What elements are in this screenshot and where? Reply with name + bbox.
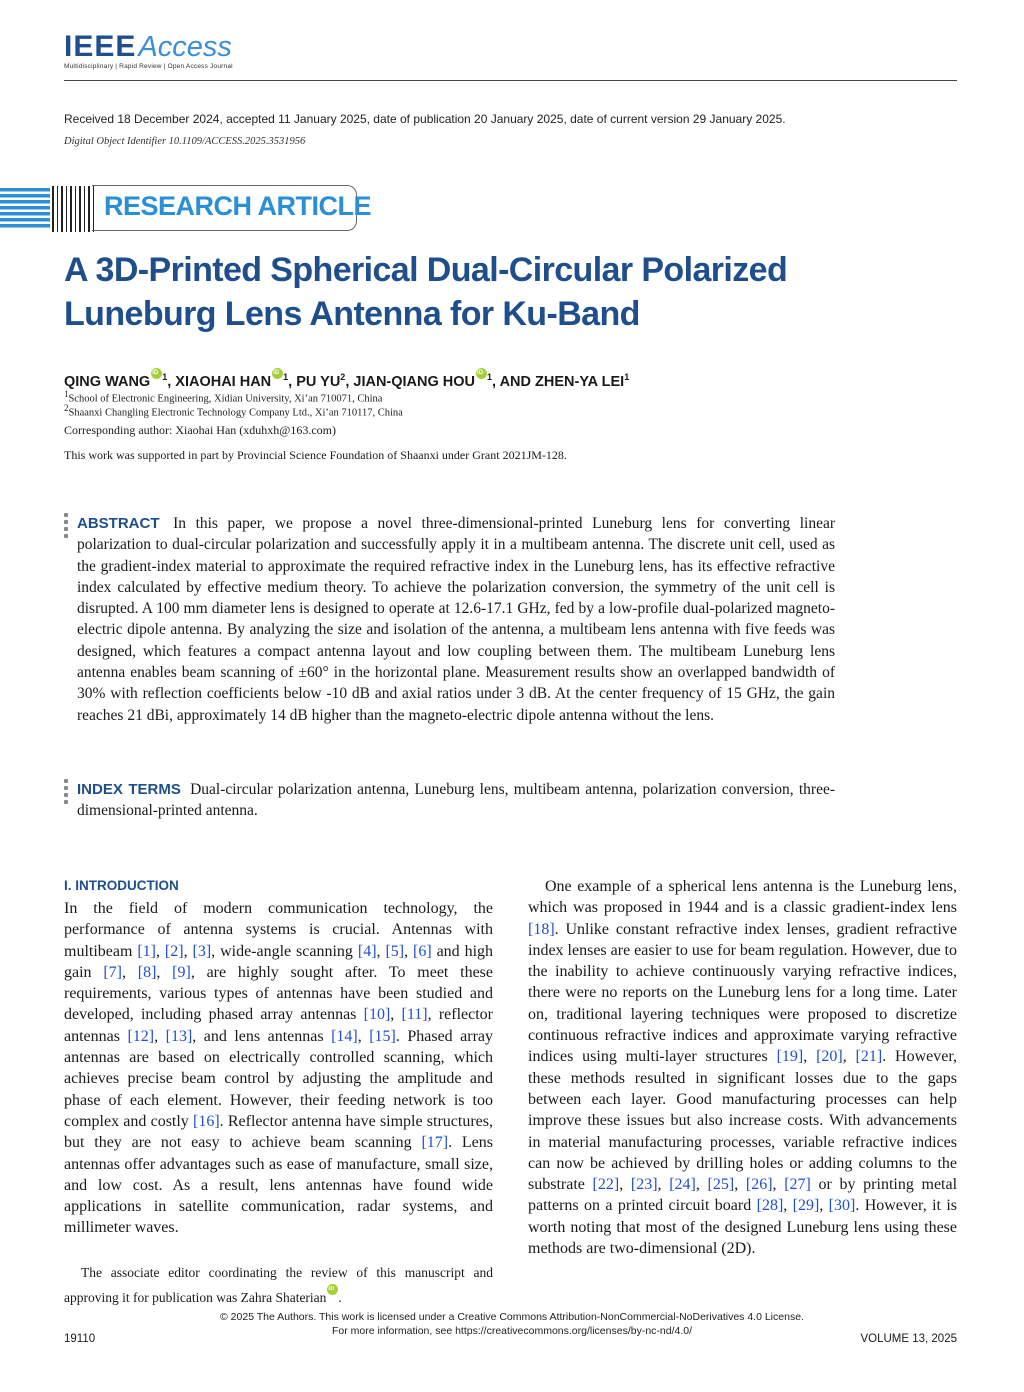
citation-link[interactable]: [29] bbox=[792, 1197, 820, 1215]
citation-link[interactable]: [12] bbox=[127, 1027, 155, 1045]
body-text: , bbox=[156, 942, 165, 960]
page-number: 19110 bbox=[64, 1333, 96, 1345]
citation-link[interactable]: [13] bbox=[165, 1027, 193, 1045]
affiliation-1-num: 1 bbox=[64, 389, 69, 399]
index-terms bbox=[77, 779, 835, 822]
body-text: , bbox=[803, 1048, 817, 1066]
citation-link[interactable]: [19] bbox=[776, 1048, 804, 1066]
author-affiliation-num: 1 bbox=[162, 372, 168, 383]
volume-info: VOLUME 13, 2025 bbox=[860, 1333, 957, 1345]
body-text: , bbox=[819, 1197, 829, 1215]
intro-paragraph-1 bbox=[64, 898, 493, 1239]
body-text: One example of a spherical lens antenna is the Luneburg lens, which was proposed in 1944 and is a classic gradient-index lens bbox=[528, 878, 957, 917]
author-separator: , AND bbox=[492, 374, 536, 390]
author-affiliation-num: 1 bbox=[624, 372, 630, 383]
body-text: , are highly sought after. To meet these requirements, various types of antennas have been studied and developed, including phased array antennas bbox=[64, 963, 494, 1024]
affiliation-2 bbox=[64, 403, 403, 419]
author-separator: , bbox=[345, 374, 354, 390]
citation-link[interactable]: [24] bbox=[669, 1176, 696, 1194]
author-name: ZHEN-YA LEI bbox=[535, 374, 625, 390]
author-affiliation-num: 1 bbox=[487, 372, 493, 383]
affiliation-1-text: School of Electronic Engineering, Xidian University, Xi’an 710071, China bbox=[68, 393, 383, 405]
affiliation-2-num: 2 bbox=[64, 403, 69, 413]
body-text: , bbox=[783, 1197, 793, 1215]
badge-stripes-graphic bbox=[0, 188, 50, 230]
section-heading-introduction: I. INTRODUCTION bbox=[64, 878, 179, 893]
abstract-text: In this paper, we propose a novel three-dimensional-printed Luneburg lens for converting linear polarization to dual-circular polarization and successfully apply it in a multibeam antenna. The discrete unit cell, used as the gradient-index material to approximate the required refractive index in the Luneburg lens, has its effective refractive index calculated by effective medium theory. To achieve the polarization conversion, the symmetry of the unit cell is disrupted. A 100 mm diameter lens is designed to operate at 12.6-17.1 GHz, fed by a low-profile dual-polarized magneto-electric dipole antenna. By analyzing the size and isolation of the antenna, a multibeam lens antenna with five feeds was designed, which features a compact antenna layout and low coupling between them. The multibeam Luneburg lens antenna enables beam scanning of ±60° in the horizontal plane. Measurement results show an overlapped bandwidth of 30% with reflection coefficients below -10 dB and axial ratios under 3 dB. At the center frequency of 15 GHz, the gain reaches 21 dBi, approximately 14 dB higher than the magneto-electric dipole antenna without the lens. bbox=[77, 515, 835, 724]
logo-access: Access bbox=[138, 31, 232, 63]
badge-barcode-graphic bbox=[52, 186, 94, 232]
index-terms-label: INDEX TERMS bbox=[77, 781, 181, 798]
header-divider bbox=[64, 80, 957, 81]
orcid-icon[interactable] bbox=[272, 368, 283, 379]
body-text: , reflector antennas bbox=[64, 1006, 493, 1045]
body-text: , bbox=[657, 1176, 670, 1194]
license-line-2[interactable]: For more information, see https://creativecommons.org/licenses/by-nc-nd/4.0/ bbox=[331, 1325, 693, 1337]
citation-link[interactable]: [2] bbox=[164, 942, 184, 960]
body-text: , wide-angle scanning bbox=[211, 942, 358, 960]
citation-link[interactable]: [25] bbox=[707, 1176, 735, 1194]
author-separator: , bbox=[167, 374, 176, 390]
body-column-right bbox=[528, 876, 957, 1259]
citation-link[interactable]: [28] bbox=[756, 1197, 784, 1215]
body-text: In the field of modern communication technology, the performance of antenna systems is crucial. Antennas with multibeam bbox=[64, 900, 493, 960]
citation-link[interactable]: [11] bbox=[401, 1006, 428, 1024]
received-dates: Received 18 December 2024, accepted 11 January 2025, date of publication 20 January 2025, date of current version 29 January 2025. bbox=[64, 112, 786, 126]
citation-link[interactable]: [15] bbox=[369, 1027, 396, 1045]
body-column-left bbox=[64, 898, 493, 1239]
citation-link[interactable]: [23] bbox=[630, 1176, 658, 1194]
author-name: QING WANG bbox=[64, 374, 151, 390]
citation-link[interactable]: [8] bbox=[137, 963, 157, 981]
citation-link[interactable]: [10] bbox=[363, 1006, 391, 1024]
body-text: . However, it is worth noting that most of the designed Luneburg lens using these methods are two-dimensional (2D). bbox=[528, 1197, 958, 1258]
author-affiliation-num: 2 bbox=[340, 372, 346, 383]
doi: Digital Object Identifier 10.1109/ACCESS.2025.3531956 bbox=[64, 136, 306, 147]
author-name: JIAN-QIANG HOU bbox=[353, 374, 476, 390]
body-text: or by printing metal patterns on a printed circuit board bbox=[528, 1176, 958, 1215]
body-text: , bbox=[619, 1176, 631, 1194]
editor-footnote-text: The associate editor coordinating the review of this manuscript and approving it for publication was Zahra Shaterian bbox=[64, 1265, 493, 1305]
citation-link[interactable]: [14] bbox=[331, 1027, 358, 1045]
body-text: . However, these methods resulted in significant losses due to the gaps between each layer. Good manufacturing processes can help improve these issues but also increase costs. With advancements in material manufacturing processes, variable refractive indices can now be achieved by drilling holes or adding columns to the substrate bbox=[528, 1048, 958, 1194]
citation-link[interactable]: [7] bbox=[103, 963, 122, 981]
body-text: , bbox=[772, 1176, 785, 1194]
ieee-access-logo bbox=[64, 30, 232, 64]
paper-title: A 3D-Printed Spherical Dual-Circular Polarized Luneburg Lens Antenna for Ku-Band bbox=[64, 251, 788, 333]
body-text: , bbox=[734, 1176, 746, 1194]
corresponding-author: Corresponding author: Xiaohai Han (xduhxh@163.com) bbox=[64, 423, 336, 437]
body-text: . Reflector antenna have simple structures, but they are not easy to achieve beam scanning bbox=[64, 1112, 494, 1152]
research-article-label: RESEARCH ARTICLE bbox=[104, 191, 372, 221]
body-text: , bbox=[376, 942, 386, 960]
body-text: and high gain bbox=[64, 942, 494, 981]
body-text: , bbox=[156, 963, 173, 981]
citation-link[interactable]: [30] bbox=[828, 1197, 856, 1215]
editor-footnote: The associate editor coordinating the review of this manuscript and approving it for publication was Zahra ShaterianiD . bbox=[64, 1262, 493, 1309]
author-affiliation-num: 1 bbox=[283, 372, 289, 383]
body-text: , and lens antennas bbox=[192, 1027, 332, 1045]
citation-link[interactable]: [4] bbox=[357, 942, 377, 960]
body-text: , bbox=[404, 942, 414, 960]
logo-tagline: Multidisciplinary | Rapid Review | Open Access Journal bbox=[64, 63, 233, 70]
author-name: XIAOHAI HAN bbox=[175, 374, 272, 390]
orcid-icon[interactable] bbox=[151, 368, 162, 379]
body-text: . Phased array antennas are based on electrically controlled scanning, which achieves precise beam control by adjusting the amplitude and phase of each element. However, their feeding network is too complex and costly bbox=[64, 1027, 494, 1130]
body-text: . Unlike constant refractive index lenses, gradient refractive index lenses are easier to use for beam regulation. However, due to the inability to achieve continuously varying refractive indices, there were no reports on the Luneburg lens for a long time. Later on, traditional layering techniques were proposed to discretize continuous refractive indices and approximate varying refractive indices using multi-layer structures bbox=[528, 920, 957, 1066]
body-text: , bbox=[695, 1176, 708, 1194]
body-text: , bbox=[357, 1027, 370, 1045]
citation-link[interactable]: [5] bbox=[385, 942, 405, 960]
orcid-icon[interactable] bbox=[476, 368, 487, 379]
citation-link[interactable]: [6] bbox=[413, 942, 432, 960]
author-list bbox=[64, 368, 629, 390]
body-text: . Lens antennas offer advantages such as ease of manufacture, small size, and low cost. As a result, lens antennas have found wide applications in satellite communication, radar systems, and millimeter waves. bbox=[64, 1134, 493, 1237]
citation-link[interactable]: [1] bbox=[137, 942, 156, 960]
citation-link[interactable]: [18] bbox=[528, 920, 555, 938]
index-terms-text: Dual-circular polarization antenna, Luneburg lens, multibeam antenna, polarization conversion, three-dimensional-printed antenna. bbox=[77, 781, 835, 820]
citation-link[interactable]: [22] bbox=[592, 1176, 620, 1194]
intro-paragraph-2 bbox=[528, 876, 957, 1259]
citation-link[interactable]: [16] bbox=[193, 1112, 220, 1130]
orcid-icon[interactable] bbox=[327, 1284, 338, 1295]
logo-ieee: IEEE bbox=[64, 30, 137, 63]
license-line-1: © 2025 The Authors. This work is licensed under a Creative Commons Attribution-NonCommercial-NoDerivatives 4.0 License. bbox=[220, 1311, 804, 1323]
body-text: , bbox=[121, 963, 138, 981]
index-terms-marker-dots bbox=[64, 779, 68, 804]
body-text: , bbox=[183, 942, 193, 960]
body-text: , bbox=[390, 1006, 402, 1024]
affiliation-2-text: Shaanxi Changling Electronic Technology Company Ltd., Xi’an 710117, China bbox=[68, 407, 403, 419]
citation-link[interactable]: [17] bbox=[421, 1134, 449, 1152]
funding-note: This work was supported in part by Provincial Science Foundation of Shaanxi under Grant 2021JM-128. bbox=[64, 448, 567, 462]
citation-link[interactable]: [9] bbox=[172, 963, 191, 981]
author-separator: , bbox=[288, 374, 297, 390]
citation-link[interactable]: [3] bbox=[192, 942, 212, 960]
body-text: , bbox=[154, 1027, 166, 1045]
citation-link[interactable]: [20] bbox=[816, 1048, 843, 1066]
body-text: , bbox=[842, 1048, 856, 1066]
citation-link[interactable]: [27] bbox=[784, 1176, 811, 1194]
author-name: PU YU bbox=[296, 374, 341, 390]
abstract bbox=[77, 513, 835, 726]
abstract-label: ABSTRACT bbox=[77, 515, 160, 532]
citation-link[interactable]: [26] bbox=[745, 1176, 773, 1194]
citation-link[interactable]: [21] bbox=[855, 1048, 883, 1066]
abstract-marker-dots bbox=[64, 513, 68, 538]
